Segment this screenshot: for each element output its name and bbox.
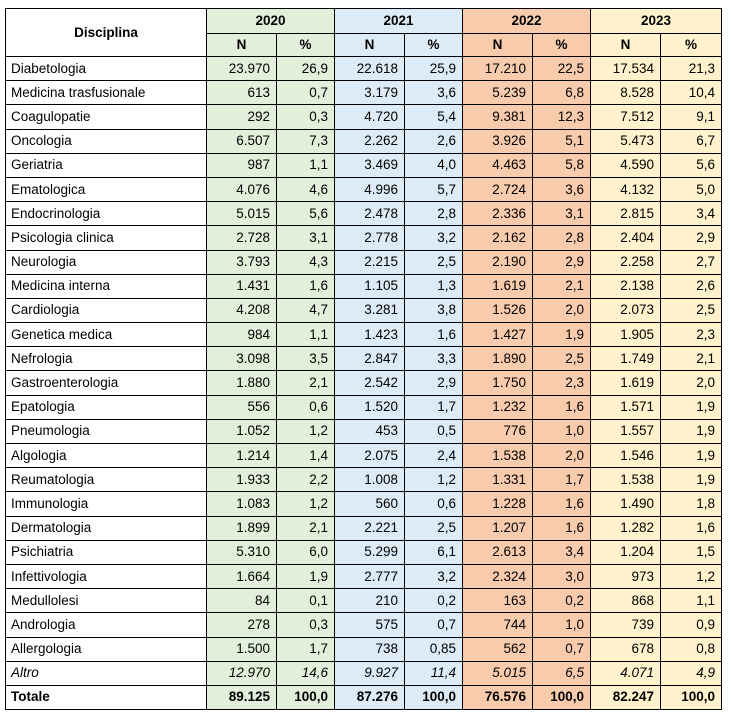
cell-n: 89.125 xyxy=(207,685,277,709)
cell-pct: 26,9 xyxy=(277,57,335,81)
cell-pct: 1,2 xyxy=(661,564,722,588)
cell-n: 2.162 xyxy=(463,226,533,250)
table-row xyxy=(6,564,722,588)
cell-pct: 0,2 xyxy=(533,589,591,613)
cell-pct: 2,0 xyxy=(533,298,591,322)
header-year-2022: 2022 xyxy=(463,9,591,34)
cell-pct: 0,2 xyxy=(405,589,463,613)
cell-n: 1.933 xyxy=(207,468,277,492)
cell-n: 1.427 xyxy=(463,323,533,347)
cell-pct: 25,9 xyxy=(405,57,463,81)
cell-n: 1.228 xyxy=(463,492,533,516)
cell-n: 5.239 xyxy=(463,81,533,105)
cell-n: 4.208 xyxy=(207,298,277,322)
cell-pct: 5,0 xyxy=(661,177,722,201)
cell-pct: 4,3 xyxy=(277,250,335,274)
cell-n: 2.073 xyxy=(591,298,661,322)
cell-pct: 1,9 xyxy=(277,564,335,588)
header-pct: % xyxy=(277,34,335,57)
cell-pct: 2,9 xyxy=(533,250,591,274)
cell-n: 2.262 xyxy=(335,129,405,153)
row-label: Genetica medica xyxy=(6,323,207,347)
table-row-altro xyxy=(6,661,722,685)
row-label: Epatologia xyxy=(6,395,207,419)
cell-n: 556 xyxy=(207,395,277,419)
cell-pct: 2,1 xyxy=(277,516,335,540)
cell-n: 17.534 xyxy=(591,57,661,81)
cell-n: 1.083 xyxy=(207,492,277,516)
cell-n: 5.473 xyxy=(591,129,661,153)
cell-pct: 1,9 xyxy=(661,444,722,468)
cell-n: 776 xyxy=(463,419,533,443)
cell-n: 2.478 xyxy=(335,202,405,226)
cell-n: 2.258 xyxy=(591,250,661,274)
cell-pct: 3,2 xyxy=(405,226,463,250)
cell-pct: 1,6 xyxy=(661,516,722,540)
header-pct: % xyxy=(405,34,463,57)
cell-n: 6.507 xyxy=(207,129,277,153)
header-pct: % xyxy=(533,34,591,57)
cell-n: 23.970 xyxy=(207,57,277,81)
row-label: Medullolesi xyxy=(6,589,207,613)
cell-pct: 2,0 xyxy=(661,371,722,395)
cell-n: 1.207 xyxy=(463,516,533,540)
cell-pct: 0,6 xyxy=(405,492,463,516)
cell-n: 1.619 xyxy=(591,371,661,395)
header-n: N xyxy=(207,34,277,57)
cell-n: 1.880 xyxy=(207,371,277,395)
table-row xyxy=(6,274,722,298)
cell-n: 560 xyxy=(335,492,405,516)
cell-n: 163 xyxy=(463,589,533,613)
header-n: N xyxy=(463,34,533,57)
cell-pct: 6,8 xyxy=(533,81,591,105)
cell-n: 1.520 xyxy=(335,395,405,419)
cell-n: 1.890 xyxy=(463,347,533,371)
cell-n: 1.571 xyxy=(591,395,661,419)
row-label: Ematologica xyxy=(6,177,207,201)
cell-pct: 3,5 xyxy=(277,347,335,371)
cell-n: 1.750 xyxy=(463,371,533,395)
cell-n: 1.423 xyxy=(335,323,405,347)
cell-n: 1.105 xyxy=(335,274,405,298)
cell-n: 4.720 xyxy=(335,105,405,129)
cell-n: 575 xyxy=(335,613,405,637)
cell-n: 1.282 xyxy=(591,516,661,540)
cell-n: 1.538 xyxy=(463,444,533,468)
cell-pct: 0,7 xyxy=(277,81,335,105)
cell-n: 2.324 xyxy=(463,564,533,588)
cell-pct: 2,2 xyxy=(277,468,335,492)
cell-pct: 3,6 xyxy=(533,177,591,201)
cell-n: 1.749 xyxy=(591,347,661,371)
table-row xyxy=(6,395,722,419)
cell-pct: 4,7 xyxy=(277,298,335,322)
cell-pct: 2,6 xyxy=(405,129,463,153)
cell-n: 3.179 xyxy=(335,81,405,105)
row-label: Medicina trasfusionale xyxy=(6,81,207,105)
cell-n: 12.970 xyxy=(207,661,277,685)
cell-pct: 1,4 xyxy=(277,444,335,468)
cell-n: 987 xyxy=(207,153,277,177)
cell-pct: 1,3 xyxy=(405,274,463,298)
cell-n: 1.619 xyxy=(463,274,533,298)
row-label: Oncologia xyxy=(6,129,207,153)
row-label: Psicologia clinica xyxy=(6,226,207,250)
cell-pct: 1,0 xyxy=(533,613,591,637)
cell-pct: 9,1 xyxy=(661,105,722,129)
cell-n: 3.926 xyxy=(463,129,533,153)
row-label: Medicina interna xyxy=(6,274,207,298)
cell-n: 292 xyxy=(207,105,277,129)
cell-n: 4.996 xyxy=(335,177,405,201)
cell-n: 1.526 xyxy=(463,298,533,322)
cell-pct: 3,1 xyxy=(533,202,591,226)
cell-pct: 1,7 xyxy=(277,637,335,661)
cell-n: 2.138 xyxy=(591,274,661,298)
table-row xyxy=(6,468,722,492)
cell-n: 9.381 xyxy=(463,105,533,129)
cell-pct: 2,5 xyxy=(661,298,722,322)
cell-n: 1.664 xyxy=(207,564,277,588)
cell-n: 84 xyxy=(207,589,277,613)
row-label: Cardiologia xyxy=(6,298,207,322)
cell-n: 1.546 xyxy=(591,444,661,468)
cell-pct: 1,5 xyxy=(661,540,722,564)
cell-n: 1.538 xyxy=(591,468,661,492)
cell-pct: 100,0 xyxy=(277,685,335,709)
row-label: Allergologia xyxy=(6,637,207,661)
row-label: Algologia xyxy=(6,444,207,468)
row-label: Neurologia xyxy=(6,250,207,274)
cell-pct: 2,4 xyxy=(405,444,463,468)
cell-n: 562 xyxy=(463,637,533,661)
header-disciplina: Disciplina xyxy=(6,9,207,57)
cell-pct: 5,7 xyxy=(405,177,463,201)
cell-n: 739 xyxy=(591,613,661,637)
cell-pct: 2,0 xyxy=(533,444,591,468)
cell-n: 4.076 xyxy=(207,177,277,201)
cell-n: 22.618 xyxy=(335,57,405,81)
cell-n: 2.215 xyxy=(335,250,405,274)
table-row xyxy=(6,323,722,347)
cell-pct: 5,6 xyxy=(661,153,722,177)
cell-n: 2.778 xyxy=(335,226,405,250)
cell-n: 2.336 xyxy=(463,202,533,226)
cell-n: 1.490 xyxy=(591,492,661,516)
row-label: Pneumologia xyxy=(6,419,207,443)
header-n: N xyxy=(335,34,405,57)
cell-pct: 6,7 xyxy=(661,129,722,153)
row-label: Dermatologia xyxy=(6,516,207,540)
cell-pct: 1,9 xyxy=(661,468,722,492)
cell-pct: 21,3 xyxy=(661,57,722,81)
cell-n: 2.190 xyxy=(463,250,533,274)
cell-pct: 0,3 xyxy=(277,613,335,637)
cell-pct: 0,5 xyxy=(405,419,463,443)
cell-pct: 5,6 xyxy=(277,202,335,226)
cell-n: 678 xyxy=(591,637,661,661)
cell-pct: 5,4 xyxy=(405,105,463,129)
cell-n: 2.221 xyxy=(335,516,405,540)
cell-n: 2.613 xyxy=(463,540,533,564)
table-row xyxy=(6,57,722,81)
cell-n: 4.590 xyxy=(591,153,661,177)
cell-pct: 1,6 xyxy=(277,274,335,298)
table-row xyxy=(6,371,722,395)
table-row-totale xyxy=(6,685,722,709)
cell-n: 3.281 xyxy=(335,298,405,322)
cell-n: 2.542 xyxy=(335,371,405,395)
cell-n: 3.793 xyxy=(207,250,277,274)
row-label: Geriatria xyxy=(6,153,207,177)
row-label: Nefrologia xyxy=(6,347,207,371)
cell-pct: 4,9 xyxy=(661,661,722,685)
cell-n: 868 xyxy=(591,589,661,613)
cell-pct: 100,0 xyxy=(533,685,591,709)
cell-n: 613 xyxy=(207,81,277,105)
cell-pct: 0,3 xyxy=(277,105,335,129)
cell-pct: 2,1 xyxy=(277,371,335,395)
cell-n: 1.431 xyxy=(207,274,277,298)
cell-n: 973 xyxy=(591,564,661,588)
cell-n: 9.927 xyxy=(335,661,405,685)
cell-pct: 2,5 xyxy=(533,347,591,371)
cell-pct: 6,0 xyxy=(277,540,335,564)
table-row xyxy=(6,250,722,274)
row-label: Endocrinologia xyxy=(6,202,207,226)
table-row xyxy=(6,444,722,468)
cell-n: 76.576 xyxy=(463,685,533,709)
cell-n: 3.469 xyxy=(335,153,405,177)
cell-n: 1.905 xyxy=(591,323,661,347)
cell-pct: 4,6 xyxy=(277,177,335,201)
cell-n: 1.214 xyxy=(207,444,277,468)
cell-pct: 1,7 xyxy=(405,395,463,419)
cell-pct: 3,4 xyxy=(661,202,722,226)
cell-pct: 11,4 xyxy=(405,661,463,685)
cell-pct: 1,1 xyxy=(661,589,722,613)
cell-n: 984 xyxy=(207,323,277,347)
table-row xyxy=(6,105,722,129)
cell-pct: 2,5 xyxy=(405,516,463,540)
cell-n: 2.777 xyxy=(335,564,405,588)
cell-pct: 2,3 xyxy=(661,323,722,347)
cell-pct: 2,7 xyxy=(661,250,722,274)
cell-pct: 0,7 xyxy=(533,637,591,661)
cell-pct: 3,2 xyxy=(405,564,463,588)
table-row xyxy=(6,177,722,201)
header-year-2021: 2021 xyxy=(335,9,463,34)
cell-pct: 0,6 xyxy=(277,395,335,419)
cell-pct: 1,9 xyxy=(533,323,591,347)
cell-pct: 3,1 xyxy=(277,226,335,250)
cell-pct: 7,3 xyxy=(277,129,335,153)
cell-pct: 12,3 xyxy=(533,105,591,129)
cell-pct: 100,0 xyxy=(405,685,463,709)
cell-n: 4.071 xyxy=(591,661,661,685)
header-year-2020: 2020 xyxy=(207,9,335,34)
cell-n: 738 xyxy=(335,637,405,661)
cell-n: 2.728 xyxy=(207,226,277,250)
table-row xyxy=(6,516,722,540)
cell-pct: 3,3 xyxy=(405,347,463,371)
table-row xyxy=(6,298,722,322)
header-year-2023: 2023 xyxy=(591,9,722,34)
cell-n: 4.132 xyxy=(591,177,661,201)
row-label: Infettivologia xyxy=(6,564,207,588)
cell-n: 2.075 xyxy=(335,444,405,468)
cell-pct: 2,8 xyxy=(533,226,591,250)
cell-pct: 3,4 xyxy=(533,540,591,564)
cell-n: 1.052 xyxy=(207,419,277,443)
cell-pct: 2,1 xyxy=(533,274,591,298)
cell-n: 1.331 xyxy=(463,468,533,492)
cell-pct: 6,1 xyxy=(405,540,463,564)
header-pct: % xyxy=(661,34,722,57)
cell-pct: 5,1 xyxy=(533,129,591,153)
cell-pct: 1,6 xyxy=(533,395,591,419)
cell-pct: 1,8 xyxy=(661,492,722,516)
cell-pct: 6,5 xyxy=(533,661,591,685)
cell-n: 210 xyxy=(335,589,405,613)
row-label: Andrologia xyxy=(6,613,207,637)
cell-n: 82.247 xyxy=(591,685,661,709)
cell-pct: 100,0 xyxy=(661,685,722,709)
disciplina-table xyxy=(5,8,722,710)
table-row xyxy=(6,129,722,153)
cell-pct: 1,1 xyxy=(277,153,335,177)
row-label: Reumatologia xyxy=(6,468,207,492)
table-row xyxy=(6,226,722,250)
cell-n: 7.512 xyxy=(591,105,661,129)
cell-n: 2.724 xyxy=(463,177,533,201)
cell-n: 4.463 xyxy=(463,153,533,177)
cell-pct: 1,2 xyxy=(405,468,463,492)
row-label: Totale xyxy=(6,685,207,709)
cell-n: 2.815 xyxy=(591,202,661,226)
row-label: Diabetologia xyxy=(6,57,207,81)
row-label: Psichiatria xyxy=(6,540,207,564)
table-row xyxy=(6,589,722,613)
cell-pct: 1,0 xyxy=(533,419,591,443)
cell-pct: 2,5 xyxy=(405,250,463,274)
cell-pct: 0,8 xyxy=(661,637,722,661)
cell-n: 1.500 xyxy=(207,637,277,661)
cell-pct: 4,0 xyxy=(405,153,463,177)
row-label: Gastroenterologia xyxy=(6,371,207,395)
cell-n: 3.098 xyxy=(207,347,277,371)
cell-n: 1.204 xyxy=(591,540,661,564)
cell-pct: 1,6 xyxy=(405,323,463,347)
cell-pct: 3,0 xyxy=(533,564,591,588)
cell-pct: 10,4 xyxy=(661,81,722,105)
cell-n: 5.310 xyxy=(207,540,277,564)
cell-n: 1.557 xyxy=(591,419,661,443)
row-label: Altro xyxy=(6,661,207,685)
cell-n: 278 xyxy=(207,613,277,637)
cell-n: 744 xyxy=(463,613,533,637)
table-row xyxy=(6,202,722,226)
cell-n: 2.404 xyxy=(591,226,661,250)
cell-n: 5.015 xyxy=(207,202,277,226)
row-label: Coagulopatie xyxy=(6,105,207,129)
cell-n: 8.528 xyxy=(591,81,661,105)
cell-n: 1.232 xyxy=(463,395,533,419)
table-row xyxy=(6,637,722,661)
table-row xyxy=(6,153,722,177)
table-body xyxy=(6,57,722,710)
cell-n: 87.276 xyxy=(335,685,405,709)
table-row xyxy=(6,540,722,564)
cell-pct: 2,1 xyxy=(661,347,722,371)
table-row xyxy=(6,613,722,637)
cell-pct: 1,1 xyxy=(277,323,335,347)
table-row xyxy=(6,347,722,371)
cell-n: 5.015 xyxy=(463,661,533,685)
cell-n: 17.210 xyxy=(463,57,533,81)
table-row xyxy=(6,419,722,443)
cell-pct: 3,6 xyxy=(405,81,463,105)
cell-pct: 1,9 xyxy=(661,419,722,443)
cell-n: 5.299 xyxy=(335,540,405,564)
cell-pct: 1,9 xyxy=(661,395,722,419)
cell-pct: 14,6 xyxy=(277,661,335,685)
cell-pct: 0,85 xyxy=(405,637,463,661)
cell-pct: 0,9 xyxy=(661,613,722,637)
cell-pct: 5,8 xyxy=(533,153,591,177)
cell-pct: 2,9 xyxy=(405,371,463,395)
cell-pct: 22,5 xyxy=(533,57,591,81)
cell-n: 2.847 xyxy=(335,347,405,371)
cell-pct: 1,6 xyxy=(533,516,591,540)
table-row xyxy=(6,492,722,516)
cell-pct: 2,8 xyxy=(405,202,463,226)
cell-pct: 2,9 xyxy=(661,226,722,250)
cell-n: 1.008 xyxy=(335,468,405,492)
row-label: Immunologia xyxy=(6,492,207,516)
header-n: N xyxy=(591,34,661,57)
cell-pct: 1,7 xyxy=(533,468,591,492)
cell-pct: 3,8 xyxy=(405,298,463,322)
cell-pct: 1,2 xyxy=(277,492,335,516)
cell-n: 1.899 xyxy=(207,516,277,540)
cell-pct: 2,6 xyxy=(661,274,722,298)
header-row-years xyxy=(6,9,722,34)
cell-pct: 2,3 xyxy=(533,371,591,395)
cell-pct: 0,1 xyxy=(277,589,335,613)
cell-pct: 0,7 xyxy=(405,613,463,637)
cell-pct: 1,6 xyxy=(533,492,591,516)
cell-pct: 1,2 xyxy=(277,419,335,443)
cell-n: 453 xyxy=(335,419,405,443)
table-row xyxy=(6,81,722,105)
